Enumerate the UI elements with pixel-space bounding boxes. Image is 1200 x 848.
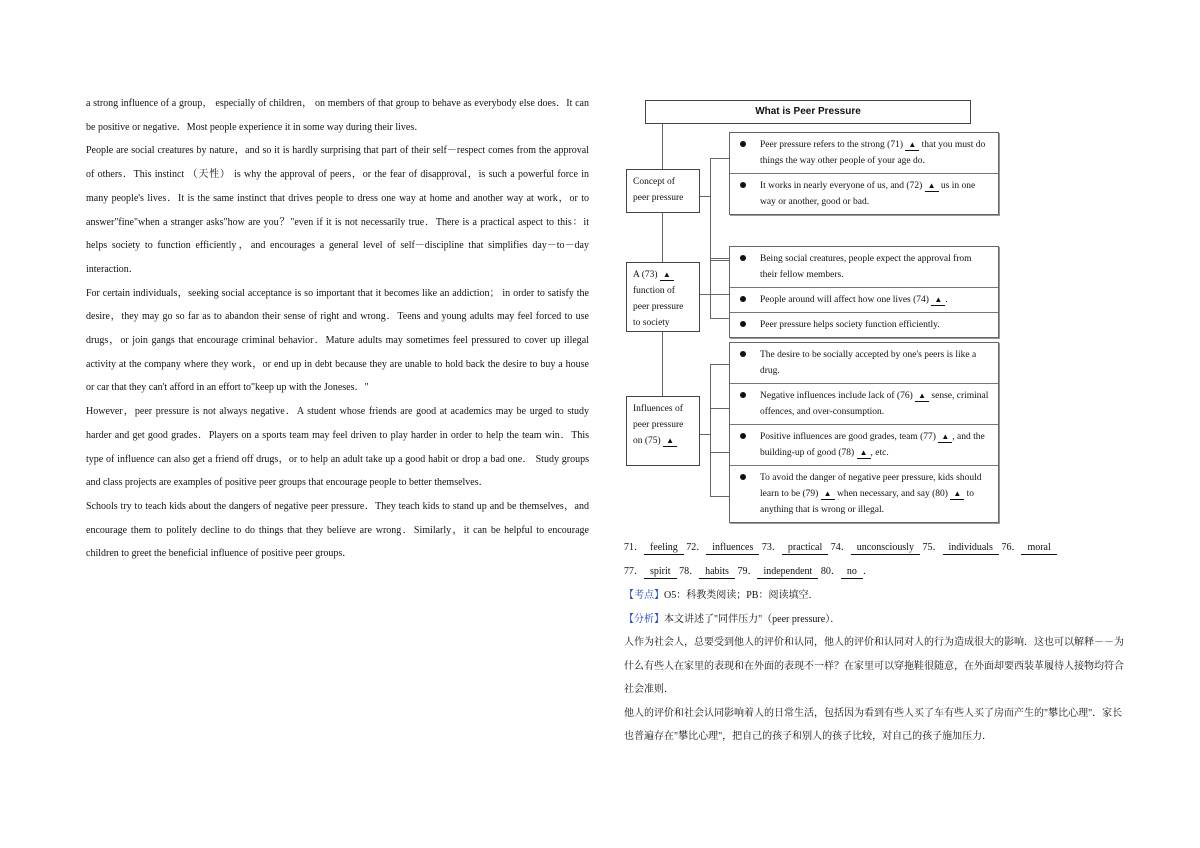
connector-line bbox=[710, 258, 729, 259]
kaodian-tag: 【考点】 bbox=[624, 590, 664, 601]
passage-paragraph: However，peer pressure is not always negative．A student whose friends are good at academics may be urged to study harder and get good grades．Players on a sports team may feel driven to play harder in order to help the team win．This type of influence can also get a friend off drugs，or to help an adult take up a good habit or drop a bad one． Study groups and class projects are examples of positive peer groups that encourage people to better themselves． bbox=[86, 406, 589, 489]
bullet-icon bbox=[740, 474, 746, 480]
answer-value: independent bbox=[757, 566, 818, 579]
passage-paragraph: For certain individuals，seeking social acceptance is so important that it becomes like an addiction； in order to satisfy the desire，they may go so far as to abandon their sense of right and wrong．Teens and young adults may feel forced to use drugs，or join gangs that encourage criminal behavior．Mature adults may sometimes feel pressured to cover up illegal activity at the company where they work，or end up in debt because they are unable to hold back the desire to buy a house or car that they can't afford in an effort to"keep up with the Joneses．" bbox=[86, 287, 589, 394]
blank-76: ▲ bbox=[915, 391, 929, 402]
answer-line bbox=[624, 560, 1130, 584]
connector-line bbox=[710, 294, 729, 295]
fenxi-line bbox=[624, 608, 1130, 632]
kaodian-text: O5：科教类阅读；PB：阅读填空． bbox=[664, 590, 819, 601]
answer-value: individuals bbox=[943, 542, 999, 555]
bullet-icon bbox=[740, 433, 746, 439]
answer-key bbox=[624, 536, 1130, 583]
answer-number: 76． bbox=[1001, 542, 1022, 553]
answer-value: influences bbox=[706, 542, 759, 555]
blank-79: ▲ bbox=[821, 489, 835, 500]
category-label: function of peer pressure to society bbox=[633, 286, 684, 328]
item-text: Peer pressure helps society function efficiently. bbox=[760, 320, 940, 330]
answer-end: ． bbox=[862, 565, 873, 577]
item-text: Negative influences include lack of (76) bbox=[760, 391, 916, 401]
blank-73: ▲ bbox=[660, 270, 674, 281]
list-item bbox=[730, 466, 998, 522]
connector-line bbox=[710, 408, 729, 409]
list-item bbox=[730, 174, 998, 214]
analysis-paragraph: 人作为社会人，总要受到他人的评价和认同，他人的评价和认同对人的行为造成很大的影响．这也可以解释－－为什么有些人在家里的表现和在外面的表现不一样？在家里可以穿拖鞋很随意，在外面却要西装革履待人接物均符合社会准则． bbox=[624, 637, 1124, 695]
analysis-paragraph: 他人的评价和社会认同影响着人的日常生活，包括因为看到有些人买了车有些人买了房而产生的"攀比心理"．家长也普遍存在"攀比心理"，把自己的孩子和别人的孩子比较，对自己的孩子施加压力． bbox=[624, 707, 1123, 742]
answer-number: 74． bbox=[830, 542, 851, 553]
answer-value: practical bbox=[782, 542, 828, 555]
fenxi-tag: 【分析】 bbox=[624, 613, 664, 625]
influence-items bbox=[729, 342, 999, 523]
category-label: Concept of peer pressure bbox=[633, 177, 684, 203]
passage bbox=[86, 92, 589, 566]
list-item bbox=[730, 247, 998, 288]
list-item bbox=[730, 313, 998, 337]
item-text: , and the building-up of good (78) bbox=[760, 432, 985, 458]
connector-line bbox=[710, 364, 711, 496]
connector-line bbox=[710, 452, 729, 453]
connector-line bbox=[710, 364, 729, 365]
list-item bbox=[730, 384, 998, 425]
answer-number: 75． bbox=[922, 542, 943, 553]
answer-value: moral bbox=[1021, 542, 1056, 555]
answer-number: 72． bbox=[686, 542, 707, 553]
answer-number: 80． bbox=[820, 565, 841, 577]
peer-pressure-diagram bbox=[626, 98, 1000, 528]
bullet-icon bbox=[740, 321, 746, 327]
answer-number: 78． bbox=[679, 565, 700, 577]
item-text: Positive influences are good grades, team (77) bbox=[760, 432, 939, 442]
fenxi-text: 本文讲述了"同伴压力"（peer pressure）． bbox=[664, 613, 841, 625]
blank-77: ▲ bbox=[938, 432, 952, 443]
category-influences bbox=[626, 396, 700, 466]
category-concept bbox=[626, 169, 700, 213]
concept-items bbox=[729, 132, 999, 215]
bullet-icon bbox=[740, 255, 746, 261]
item-text: To avoid the danger of negative peer pressure, kids should learn to be (79) bbox=[760, 473, 982, 499]
list-item bbox=[730, 288, 998, 313]
answer-number: 73． bbox=[761, 542, 782, 553]
connector-line bbox=[710, 258, 711, 318]
item-text: Peer pressure refers to the strong (71) bbox=[760, 140, 906, 150]
passage-paragraph: Schools try to teach kids about the dangers of negative peer pressure．They teach kids to stand up and be themselves，and encourage them to politely decline to do things that they believe are wrong．Similarly，it can be helpful to encourage children to greet the beneficial influence of positive peer groups． bbox=[86, 500, 589, 560]
list-item bbox=[730, 133, 998, 174]
function-items bbox=[729, 246, 999, 338]
blank-75: ▲ bbox=[663, 436, 677, 447]
connector-line bbox=[710, 158, 729, 159]
item-text: It works in nearly everyone of us, and (72) bbox=[760, 181, 925, 191]
connector-line bbox=[710, 158, 711, 260]
answer-value: spirit bbox=[644, 566, 677, 579]
list-item bbox=[730, 425, 998, 466]
blank-72: ▲ bbox=[925, 181, 939, 192]
connector-line bbox=[662, 145, 663, 169]
answer-value: feeling bbox=[644, 542, 684, 555]
answer-number: 77． bbox=[624, 565, 644, 577]
bullet-icon bbox=[740, 296, 746, 302]
bullet-icon bbox=[740, 182, 746, 188]
kaodian-line bbox=[624, 584, 1130, 608]
item-text: when necessary, and say (80) bbox=[834, 489, 951, 499]
connector-line bbox=[710, 260, 729, 261]
answer-value: no bbox=[841, 566, 863, 579]
item-text: us in one way or another, good or bad. bbox=[760, 181, 976, 207]
connector-line bbox=[710, 318, 729, 319]
passage-paragraph: a strong influence of a group， especially of children， on members of that group to behave as everybody else does．It can be positive or negative．Most people experience it in some way during their lives． bbox=[86, 98, 589, 133]
item-text: The desire to be socially accepted by one's peers is like a drug. bbox=[760, 350, 977, 376]
item-text: . bbox=[945, 295, 948, 305]
category-label: A (73) bbox=[633, 270, 660, 280]
item-text: to anything that is wrong or illegal. bbox=[760, 489, 974, 515]
blank-74: ▲ bbox=[931, 295, 945, 306]
item-text: , etc. bbox=[870, 448, 889, 458]
analysis-section bbox=[624, 584, 1130, 749]
passage-paragraph: People are social creatures by nature，and so it is hardly surprising that part of their self－respect comes from the approval of others．This instinct （天性） is why the approval of peers，or the fear of disapproval，is such a powerful force in many people's lives．It is the same instinct that drives people to dress one way at home and another way at work，or to answer"fine"when a stranger asks"how are you？"even if it is not necessarily true．There is a practical aspect to this：it helps society to function efficiently，and encourages a general level of self－discipline that simplifies day－to－day interaction． bbox=[86, 145, 589, 275]
item-text: Being social creatures, people expect the approval from their fellow members. bbox=[760, 254, 972, 280]
blank-80: ▲ bbox=[950, 489, 964, 500]
bullet-icon bbox=[740, 141, 746, 147]
item-text: sense, criminal offences, and over-consumption. bbox=[760, 391, 989, 417]
connector-line bbox=[710, 496, 729, 497]
category-function bbox=[626, 262, 700, 332]
diagram-title: What is Peer Pressure bbox=[645, 100, 971, 124]
list-item bbox=[730, 343, 998, 384]
item-text: that you must do things the way other people of your age do. bbox=[760, 140, 986, 166]
answer-number: 79． bbox=[737, 565, 758, 577]
answer-number: 71． bbox=[624, 542, 644, 553]
bullet-icon bbox=[740, 392, 746, 398]
bullet-icon bbox=[740, 351, 746, 357]
answer-line bbox=[624, 536, 1130, 560]
category-label: Influences of peer pressure on (75) bbox=[633, 404, 684, 446]
blank-71: ▲ bbox=[905, 140, 919, 151]
blank-78: ▲ bbox=[857, 448, 871, 459]
item-text: People around will affect how one lives (74) bbox=[760, 295, 932, 305]
answer-value: unconsciously bbox=[851, 542, 920, 555]
answer-value: habits bbox=[699, 566, 735, 579]
